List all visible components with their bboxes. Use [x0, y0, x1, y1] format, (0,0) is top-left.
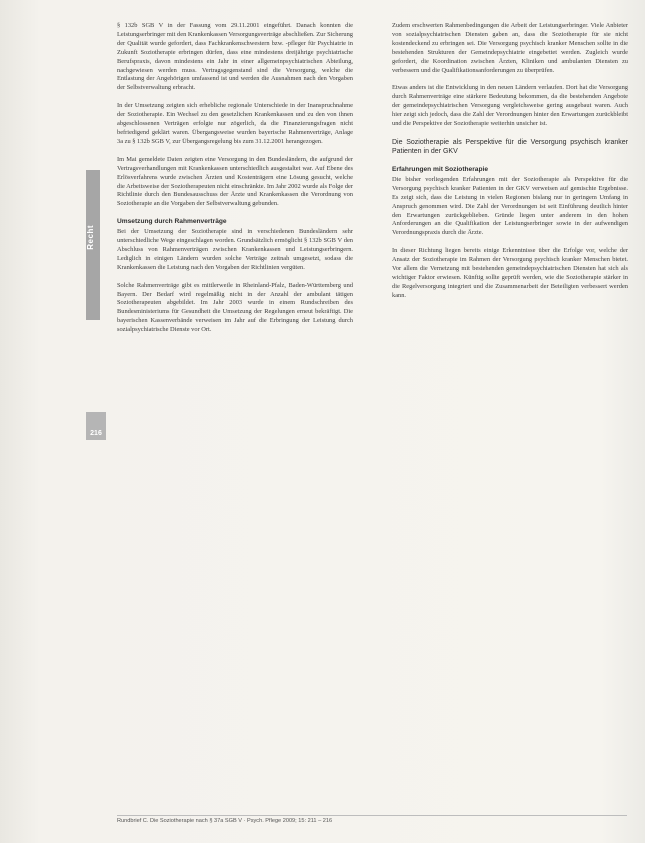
paragraph: In der Umsetzung zeigten sich erhebliche regionale Unterschiede in der Inanspruchnahme der Soziotherapie. Ein Wechsel zu den gesetzlichen Krankenkassen und zu den von ihnen abgeschlossenen Verträgen erfolgte nur zögerlich, da die Finanzierungsfragen nicht befriedigend geklärt waren. Übergangsweise wurden bayerische Rahmenverträge, Anlage 3a zu § 132b SGB V, zur Übergangsregelung bis zum 31.12.2001 herangezogen. [117, 102, 353, 145]
paragraph: In dieser Richtung liegen bereits einige Erkenntnisse über die Erfolge vor, welche der Ansatz der Soziotherapie im Rahmen der Versorgung psychisch kranker Menschen bietet. Vor allem die Vernetzung mit bestehenden gemeindepsychiatrischen Diensten hat sich als wichtiger Faktor erwiesen. Künftig sollte geprüft werden, wie die Soziotherapie stärker in die Regelversorgung integriert und die Zusammenarbeit der Beteiligten verbessert werden kann. [392, 247, 628, 299]
section-heading: Umsetzung durch Rahmenverträge [117, 218, 227, 226]
paragraph: Die bisher vorliegenden Erfahrungen mit der Soziotherapie als Perspektive für die Versorgung psychisch kranker Patienten in der GKV verweisen auf gemischte Ergebnisse. Es zeigt sich, dass die Leistung in vielen Regionen bislang nur in geringem Umfang in Anspruch genommen wird. Die Zahl der Verordnungen ist seit Einführung deutlich hinter den Erwartungen zurückgeblieben. Gründe liegen unter anderem in den hohen Anforderungen an die Qualifikation der Leistungserbringer sowie in der aufwendigen Verordnungspraxis durch die Ärzte. [392, 175, 628, 237]
paragraph: Zudem erschwerten Rahmenbedingungen die Arbeit der Leistungserbringer. Viele Anbieter von sozialpsychiatrischen Diensten gaben an, dass die Soziotherapie für sie nicht kostendeckend zu erbringen sei. Die Versorgung psychisch kranker Menschen sollte in die bestehenden Strukturen der Gemeindepsychiatrie eingebettet werden. Zugleich wurde gefordert, die Koordination zwischen Ärzten, Kliniken und ambulanten Diensten zu verbessern und die Qualifikationsanforderungen zu überprüfen. [392, 22, 628, 74]
paragraph: § 132b SGB V in der Fassung vom 29.11.2001 eingeführt. Danach konnten die Leistungserbringer mit den Krankenkassen Versorgungsverträge abschließen. Zur Sicherung der Qualität wurde gefordert, dass Fachkrankenschwestern bzw. -pfleger für Psychiatrie in Zukunft Soziotherapie erbringen dürfen, dass eine mindestens dreijährige psychiatrische Berufspraxis, davon mindestens ein Jahr in einer allgemeinpsychiatrischen Abteilung, nachgewiesen werden muss. Vertragsgegenstand sind die Versorgung, welche die Entlastung der Angehörigen umfassend ist und werden die Ausnahmen nach den Vorgaben der Selbstverwaltung erbracht. [117, 22, 353, 92]
paragraph: Etwas anders ist die Entwicklung in den neuen Ländern verlaufen. Dort hat die Versorgung durch Rahmenverträge eine stärkere Bedeutung bekommen, da die bestehenden Angebote der gemeindepsychiatrischen Versorgung vergleichsweise gering ausgebaut waren. Auch hier zeigt sich jedoch, dass die Zahl der Verordnungen hinter den Erwartungen zurückbleibt und die Perspektive der Soziotherapie weiterhin unsicher ist. [392, 84, 628, 128]
paragraph: Bei der Umsetzung der Soziotherapie sind in verschiedenen Bundesländern sehr unterschiedliche Wege eingeschlagen worden. Grundsätzlich ermöglicht § 132b SGB V den Abschluss von Rahmenverträgen zwischen Krankenkassen und Leistungserbringern. Lediglich in einigen Ländern wurden solche Verträge zeitnah umgesetzt, sodass die Krankenkassen die Leistung nach den Vorgaben der Richtlinien vergüten. [117, 228, 353, 271]
paragraph: Im Mai gemeldete Daten zeigten eine Versorgung in den Bundesländern, die aufgrund der Vertragsverhandlungen mit Krankenkassen unterschiedlich ausgestaltet war. Auf Ebene des Erlösverfahrens wurde zwischen Ärzten und Kostenträgern eine Lösung gesucht, welche die Arbeitsweise der Soziotherapeuten nicht einschränkte. Im Jahr 2002 wurde als Folge der Richtlinie durch den Bundesausschuss der Ärzte und Krankenkassen die Verordnung von Soziotherapie an die Vorgaben der Selbstverwaltung gebunden. [117, 155, 353, 208]
section-tab [86, 170, 100, 320]
paragraph: Solche Rahmenverträge gibt es mittlerweile in Rheinland-Pfalz, Baden-Württemberg und Bayern. Der Bedarf wird regelmäßig nicht in der Anzahl der ambulant tätigen Soziotherapeuten abgebildet. Im Jahr 2003 wurde in einem Rundschreiben des Bundesministeriums für Gesundheit die Umsetzung der Regelungen erneut bekräftigt. Die bayerischen Kassenverbände verweisen im Jahr auf die Erbringung der Leistung durch sozialpsychiatrische Dienste vor Ort. [117, 281, 353, 334]
section-label: Recht [86, 225, 95, 250]
page-footer: Rundbrief C. Die Soziotherapie nach § 37a SGB V · Psych. Pflege 2009; 15: 211 – 216 [117, 815, 627, 824]
chapter-heading: Die Soziotherapie als Perspektive für die Versorgung psychisch kranker Patienten in der GKV [392, 138, 628, 155]
right-column [392, 22, 628, 822]
left-column [117, 22, 353, 822]
section-heading: Erfahrungen mit Soziotherapie [392, 165, 488, 173]
page-number: 216 [86, 412, 106, 440]
